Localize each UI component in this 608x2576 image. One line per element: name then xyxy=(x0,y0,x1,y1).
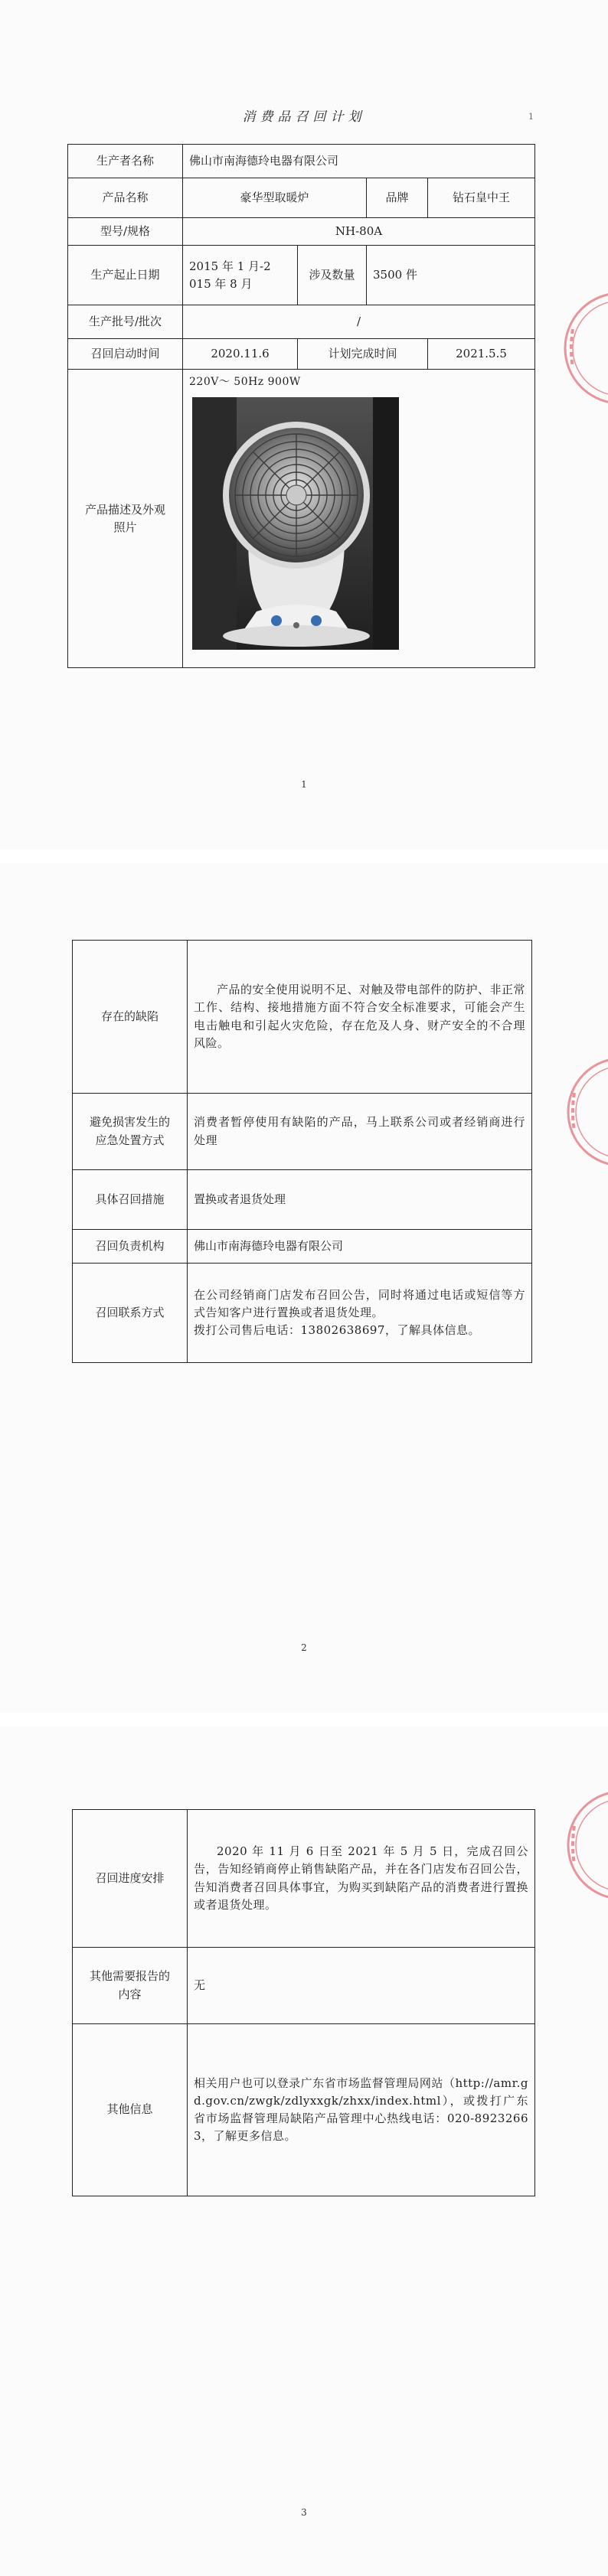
photo-label-line-2: 照片 xyxy=(113,520,137,534)
start-value: 2020.11.6 xyxy=(183,339,298,370)
org-label: 召回负责机构 xyxy=(73,1230,188,1264)
emergency-label-line-2: 应急处置方式 xyxy=(95,1133,165,1147)
photo-label-line-1: 产品描述及外观 xyxy=(84,502,165,517)
row-org xyxy=(73,1230,532,1264)
row-period xyxy=(68,246,535,305)
emergency-label-line-1: 避免损害发生的 xyxy=(89,1115,170,1130)
seal-stamp-fragment xyxy=(562,1780,608,1910)
measure-label: 具体召回措施 xyxy=(73,1170,188,1230)
org-value: 佛山市南海德玲电器有限公司 xyxy=(188,1230,532,1264)
document-page-1 xyxy=(0,0,608,849)
contact-value xyxy=(188,1264,532,1363)
other-info-label: 其他信息 xyxy=(73,2024,188,2196)
power-spec: 220V～ 50Hz 900W xyxy=(189,376,301,389)
period-value-line-2: 015 年 8 月 xyxy=(189,276,253,291)
row-start xyxy=(68,339,535,370)
model-label: 型号/规格 xyxy=(68,218,183,246)
producer-value: 佛山市南海德玲电器有限公司 xyxy=(183,145,535,178)
recall-table-part-2 xyxy=(72,940,532,1363)
contact-value-paragraph-1: 在公司经销商门店发布召回公告，同时将通过电话或短信等方式告知客户进行置换或者退货处理。 xyxy=(194,1287,525,1319)
corner-mark: 1 xyxy=(528,112,534,122)
model-value: NH-80A xyxy=(183,218,535,246)
measure-value: 置换或者退货处理 xyxy=(188,1170,532,1230)
plan-label: 计划完成时间 xyxy=(298,339,428,370)
row-contact xyxy=(73,1264,532,1363)
producer-label: 生产者名称 xyxy=(68,145,183,178)
contact-label: 召回联系方式 xyxy=(73,1264,188,1363)
row-model xyxy=(68,218,535,246)
brand-label: 品牌 xyxy=(367,178,428,218)
defect-value: 产品的安全使用说明不足、对触及带电部件的防护、非正常工作、结构、接地措施方面不符合安全标准要求，可能会产生电击触电和引起火灾危险，存在危及人身、财产安全的不合理风险。 xyxy=(188,941,532,1094)
batch-label: 生产批号/批次 xyxy=(68,305,183,339)
recall-table-part-1 xyxy=(67,144,535,668)
defect-label: 存在的缺陷 xyxy=(73,941,188,1094)
other-info-value: 相关用户也可以登录广东省市场监督管理局网站（http://amr.gd.gov.cn/zwgk/zdlyxxgk/zhxx/index.html），或拨打广东省市场监督管理局缺陷产品管理中心热线电话：020-89232663，了解更多信息。 xyxy=(188,2024,535,2196)
photo-label xyxy=(68,370,183,668)
brand-value: 钻石皇中王 xyxy=(428,178,535,218)
other-report-value: 无 xyxy=(188,1948,535,2024)
row-batch xyxy=(68,305,535,339)
row-other-report xyxy=(73,1948,535,2024)
row-progress xyxy=(73,1810,535,1948)
row-emergency xyxy=(73,1094,532,1170)
product-value: 豪华型取暖炉 xyxy=(183,178,367,218)
row-photo xyxy=(68,370,535,668)
product-label: 产品名称 xyxy=(68,178,183,218)
seal-stamp-fragment xyxy=(559,283,608,413)
row-producer xyxy=(68,145,535,178)
row-defect xyxy=(73,941,532,1094)
page-number: 1 xyxy=(301,779,307,790)
photo-cell xyxy=(183,370,535,668)
emergency-value: 消费者暂停使用有缺陷的产品，马上联系公司或者经销商进行处理 xyxy=(188,1094,532,1170)
row-product xyxy=(68,178,535,218)
period-value-line-1: 2015 年 1 月-2 xyxy=(189,259,271,273)
heater-photo-image xyxy=(192,397,399,650)
document-title: 消费品召回计划 xyxy=(242,109,366,125)
other-report-label xyxy=(73,1948,188,2024)
plan-value: 2021.5.5 xyxy=(428,339,535,370)
emergency-label xyxy=(73,1094,188,1170)
quantity-value: 3500 件 xyxy=(367,246,535,305)
batch-value: / xyxy=(183,305,535,339)
progress-value: 2020 年 11 月 6 日至 2021 年 5 月 5 日，完成召回公告，告知经销商停止销售缺陷产品，并在各门店发布召回公告，告知消费者召回具体事宜，为购买到缺陷产品的消费者进行置换或者退货处理。 xyxy=(188,1810,535,1948)
seal-stamp-fragment xyxy=(562,1047,608,1177)
period-value xyxy=(183,246,298,305)
product-photo xyxy=(192,397,399,650)
page-gap xyxy=(0,849,608,863)
row-measure xyxy=(73,1170,532,1230)
other-report-label-line-2: 内容 xyxy=(118,1987,142,2001)
row-other-info xyxy=(73,2024,535,2196)
page-gap xyxy=(0,1713,608,1727)
progress-label: 召回进度安排 xyxy=(73,1810,188,1948)
start-label: 召回启动时间 xyxy=(68,339,183,370)
contact-value-paragraph-2: 拨打公司售后电话：13802638697，了解具体信息。 xyxy=(194,1323,480,1338)
recall-table-part-3 xyxy=(72,1809,535,2196)
other-report-label-line-1: 其他需要报告的 xyxy=(89,1969,170,1984)
page-number: 2 xyxy=(301,1642,307,1653)
period-label: 生产起止日期 xyxy=(68,246,183,305)
quantity-label: 涉及数量 xyxy=(298,246,367,305)
page-number: 3 xyxy=(301,2507,307,2518)
